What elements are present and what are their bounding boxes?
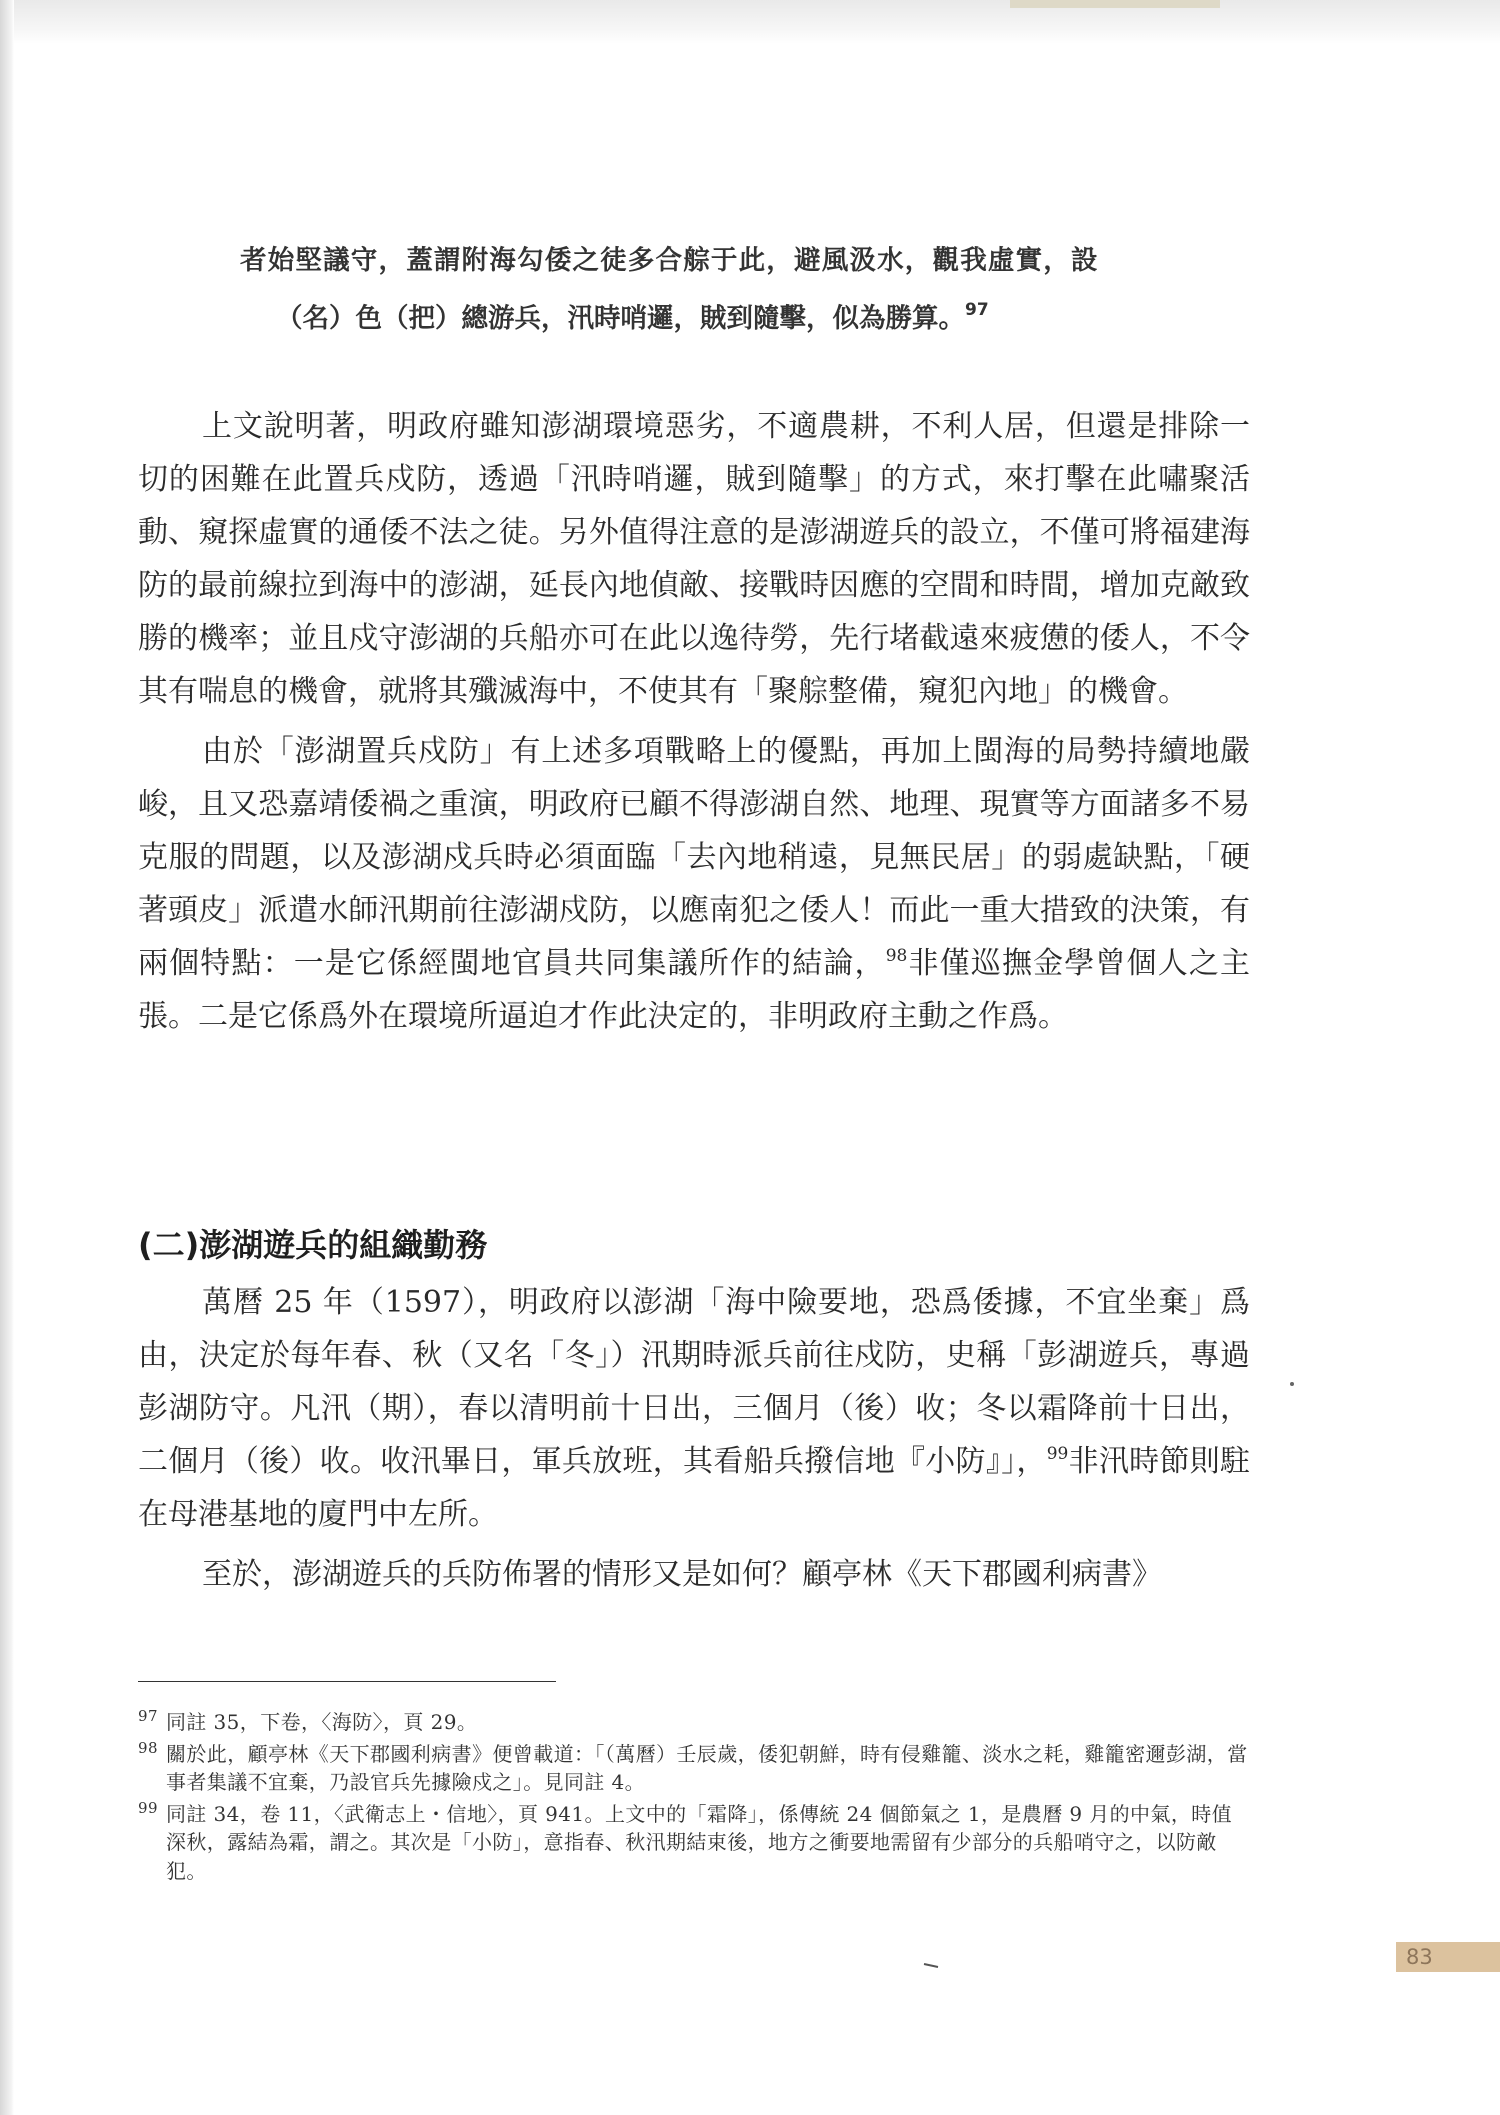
paragraph-3: [138, 1276, 1250, 1541]
quote-line-2: [240, 290, 1260, 348]
footnote-ref-97: 97: [965, 300, 989, 320]
footnote-text: 關於此，顧亭林《天下郡國利病書》便曾載道：「（萬曆）壬辰歲，倭犯朝鮮，時有侵雞籠、淡水之耗，雞籠密邇彭湖，當事者集議不宜棄，乃設官兵先據險戍之」。見同註 4。: [166, 1741, 1248, 1794]
footnote-text: 同註 34，卷 11，〈武衛志上・信地〉，頁 941。上文中的「霜降」，係傳統 24 個節氣之 1，是農曆 9 月的中氣，時值深秋，露結為霜，謂之。其次是「小防」，意指春、秋汛期結束後，地方之衝要地需留有少部分的兵船哨守之，以防敵犯。: [166, 1801, 1233, 1883]
footnote-98: [138, 1740, 1250, 1797]
footnote-ref-98: 98: [885, 946, 908, 966]
paragraph-4: 至於，澎湖遊兵的兵防佈署的情形又是如何？顧亭林《天下郡國利病書》: [202, 1557, 1162, 1592]
footnote-number: 98: [138, 1738, 158, 1757]
body-text: [138, 400, 1250, 1050]
footnote-ref-99: 99: [1046, 1444, 1069, 1464]
footnote-97: [138, 1708, 1250, 1737]
footnotes: [138, 1708, 1250, 1888]
block-quote: [240, 232, 1260, 348]
quote-line-2-text: （名）色（把）總游兵，汛時哨邏，賊到隨擊，似為勝算。: [276, 303, 965, 334]
footnote-99: [138, 1800, 1250, 1886]
footnote-number: 97: [138, 1707, 158, 1725]
footnote-divider: [138, 1681, 556, 1682]
page-number: 83: [1396, 1942, 1500, 1972]
footnote-number: 99: [138, 1798, 158, 1817]
section-heading: (二)澎湖遊兵的組織勤務: [138, 1226, 488, 1264]
footnote-text: 同註 35，下卷，〈海防〉，頁 29。: [166, 1710, 478, 1734]
quote-line-1: 者始堅議守，蓋謂附海勾倭之徒多合䑸于此，避風汲水，觀我虛實，設: [240, 245, 1099, 276]
paragraph-2: [138, 725, 1250, 1043]
body-text-section: [138, 1276, 1250, 1608]
paragraph-3-part-2: 非汛時節則駐在母港基地的廈門中左所。: [138, 1444, 1251, 1532]
paragraph-2-part-2: 非僅巡撫金學曾個人之主張。二是它係爲外在環境所逼迫才作此決定的，非明政府主動之作爲。: [138, 946, 1251, 1034]
paragraph-3-part-1: 萬曆 25 年（1597），明政府以澎湖「海中險要地，恐爲倭據，不宜坐棄」爲由，決定於每年春、秋（又名「冬」）汛期時派兵前往戍防，史稱「彭湖遊兵，專過彭湖防守。凡汛（期），春以清明前十日出，三個月（後）收；冬以霜降前十日出，二個月（後）收。收汛畢日，軍兵放班，其看船兵撥信地『小防』」，: [138, 1285, 1250, 1479]
paragraph-2-part-1: 由於「澎湖置兵戍防」有上述多項戰略上的優點，再加上閩海的局勢持續地嚴峻，且又恐嘉靖倭禍之重演，明政府已顧不得澎湖自然、地理、現實等方面諸多不易克服的問題，以及澎湖戍兵時必須面臨「去內地稍遠，見無民居」的弱處缺點，「硬著頭皮」派遣水師汛期前往澎湖戍防，以應南犯之倭人！而此一重大措致的決策，有兩個特點：一是它係經閩地官員共同集議所作的結論，: [138, 734, 1250, 981]
paragraph-1: 上文說明著，明政府雖知澎湖環境惡劣，不適農耕，不利人居，但還是排除一切的困難在此置兵戍防，透過「汛時哨邏，賊到隨擊」的方式，來打擊在此嘯聚活動、窺探虛實的通倭不法之徒。另外值得注意的是澎湖遊兵的設立，不僅可將福建海防的最前線拉到海中的澎湖，延長內地偵敵、接戰時因應的空間和時間，增加克敵致勝的機率；並且戍守澎湖的兵船亦可在此以逸待勞，先行堵截遠來疲憊的倭人，不令其有喘息的機會，就將其殲滅海中，不使其有「聚䑸整備，窺犯內地」的機會。: [138, 409, 1250, 709]
